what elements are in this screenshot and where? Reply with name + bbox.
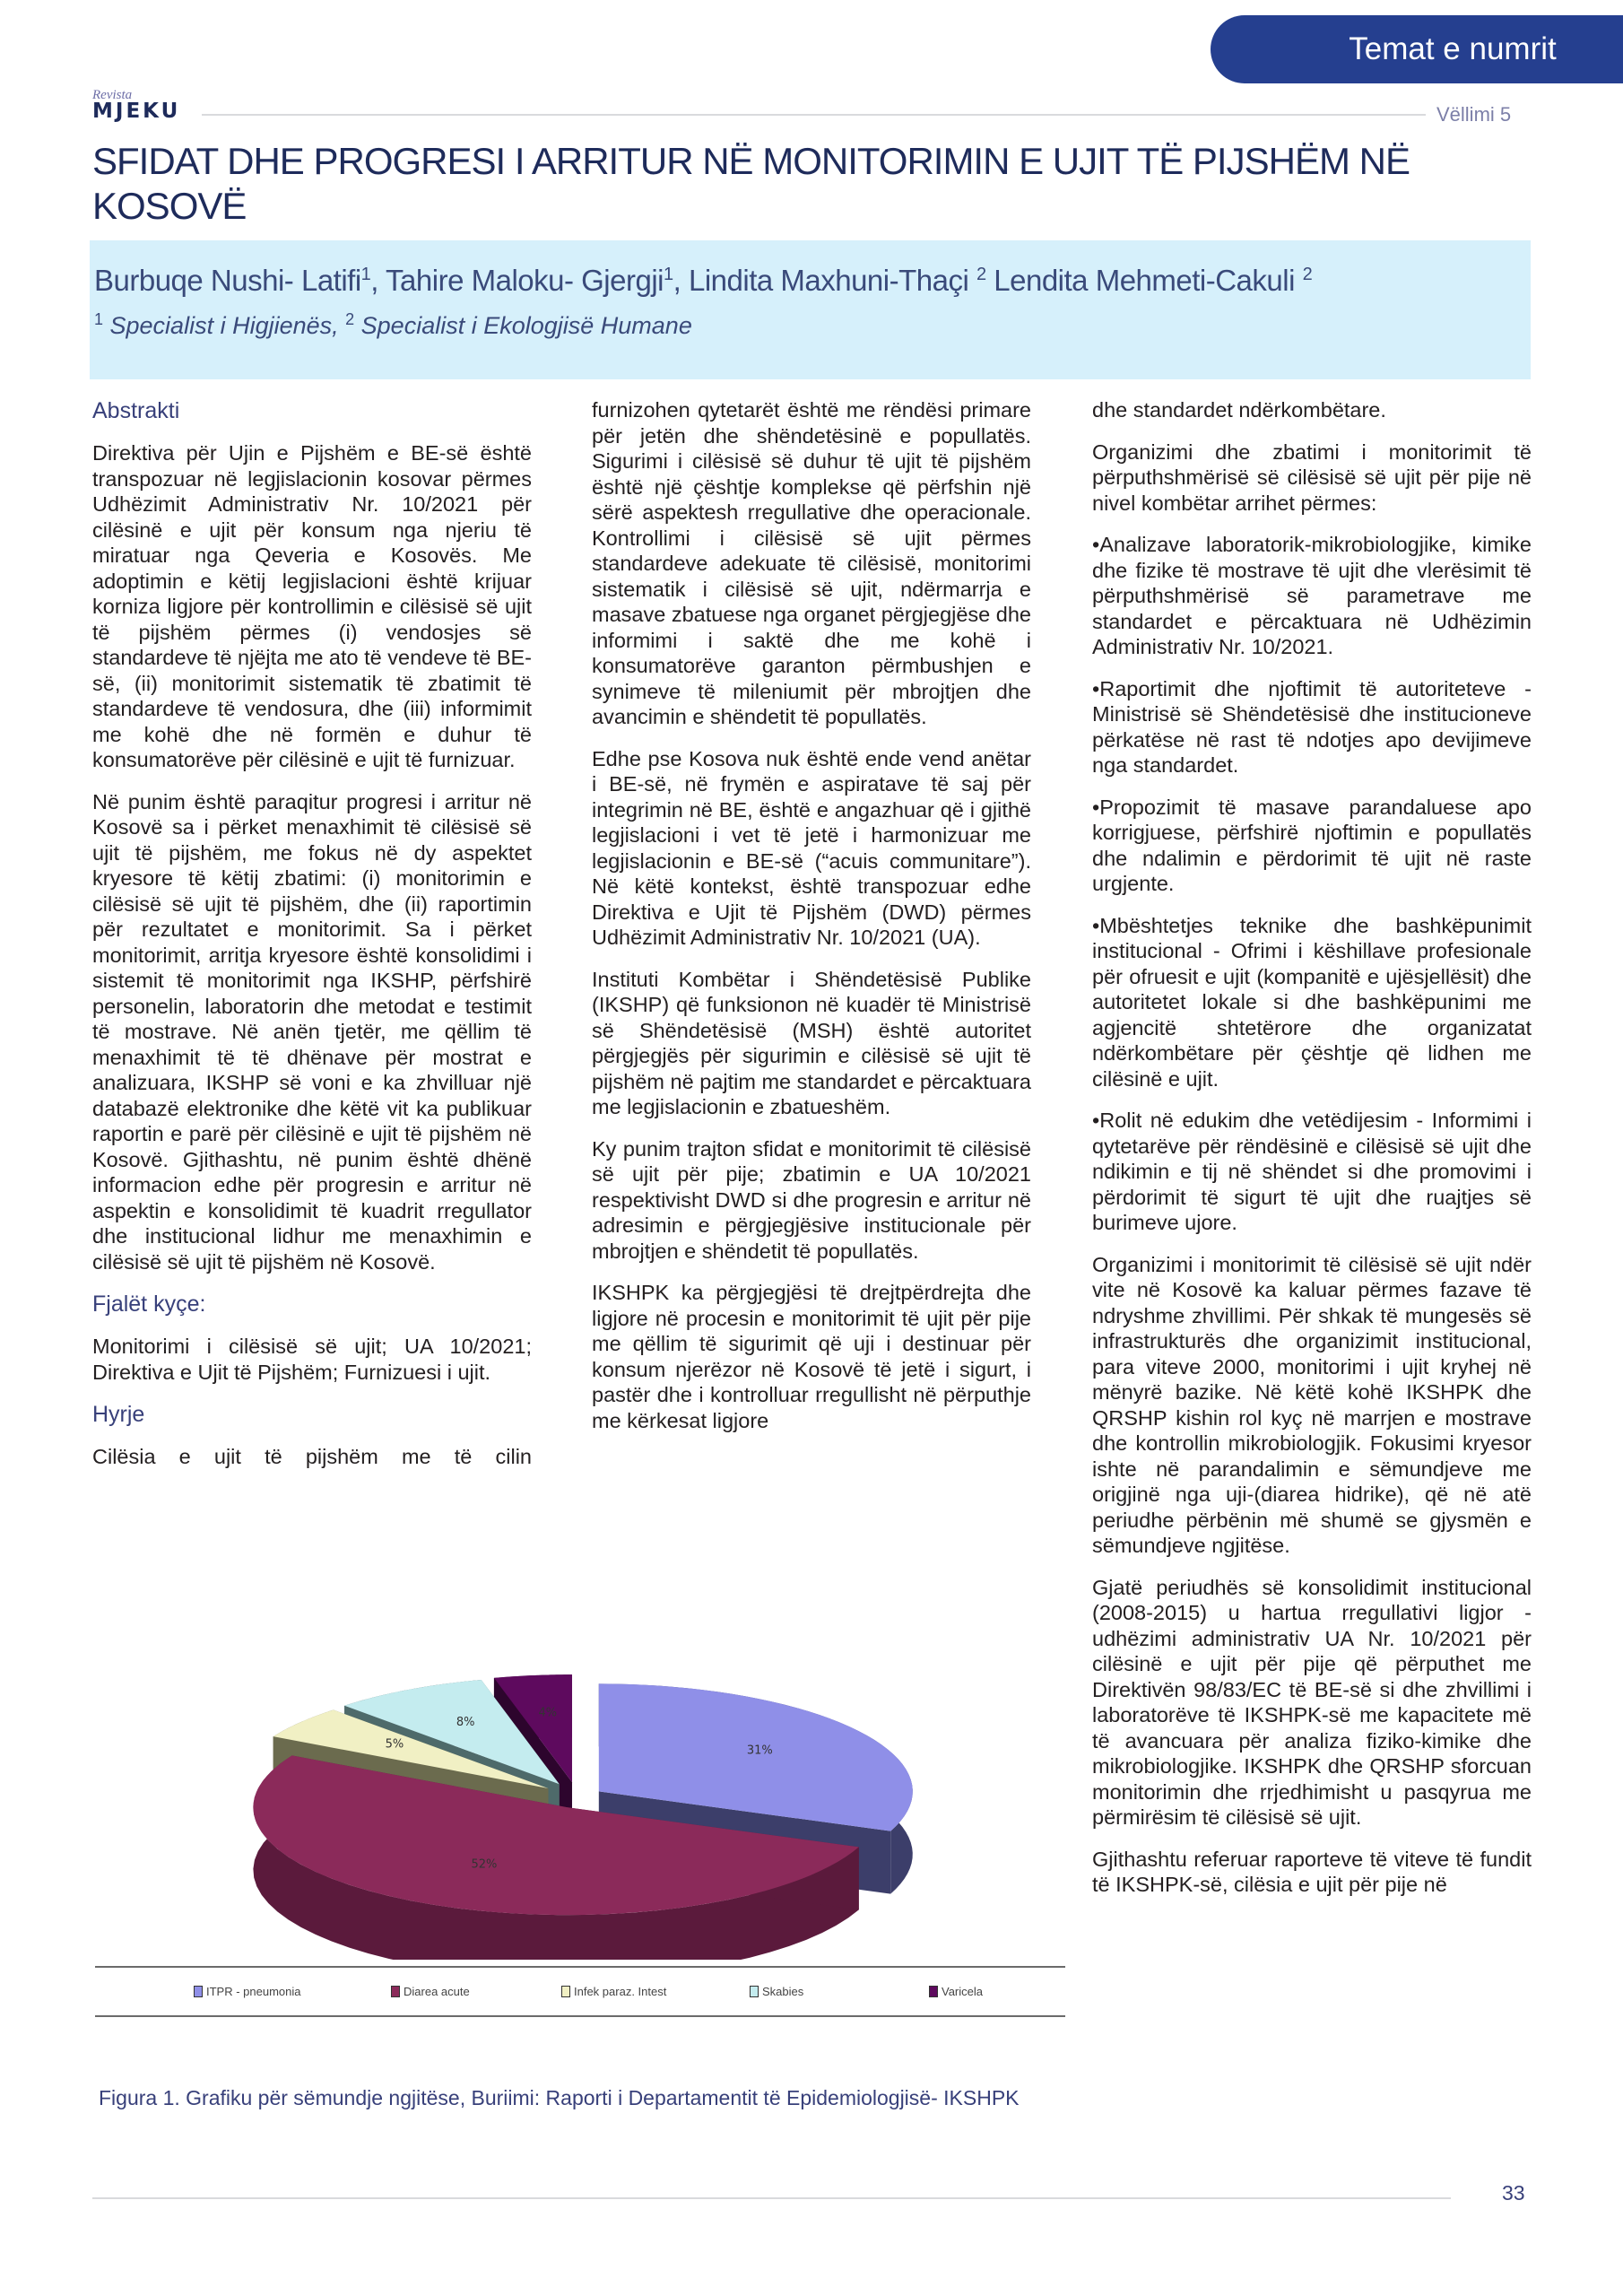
article-title: SFIDAT DHE PROGRESI I ARRITUR NË MONITORIMIN E UJIT TË PIJSHËM NË KOSOVË xyxy=(92,140,1410,227)
intro-paragraph: Cilësia e ujit të pijshëm me të cilin xyxy=(92,1445,532,1468)
author-affil-sup: 1 xyxy=(360,265,371,284)
footer-divider xyxy=(92,2197,1451,2199)
pie-data-label: 52% xyxy=(471,1857,498,1872)
legend-item xyxy=(929,1985,983,1998)
author-list xyxy=(94,264,1312,298)
legend-swatch xyxy=(391,1986,400,1997)
body-paragraph: Instituti Kombëtar i Shëndetësisë Publike (IKSHP) që funksionon në kuadër të Ministrisë së Shëndetësisë (MSH) është autoritet përgjegjës për sigurimin e cilësisë së ujit të pijshëm në pajtim me standardet e përcaktuara me legjislacionin e zbatueshëm. xyxy=(592,967,1031,1118)
column-3 xyxy=(1092,397,1532,1914)
volume-label: Vëllimi 5 xyxy=(1436,103,1512,126)
body-paragraph: Organizimi i monitorimit të cilësisë së ujit ndër vite në Kosovë ka kaluar përmes fazave të ndryshme zhvillimi. Për shkak të mungesës së infrastrukturës dhe organizimit institucional, para viteve 2000, monitorimi i ujit kryhej në mënyrë bazike. Në këtë kohë IKSHPK dhe QRSHP kishin rol kyç në marrjen e mostrave dhe kontrollin mikrobiologjik. Fokusimi kryesor ishte në parandalimin e sëmundjeve me origjinë nga uji-(diarea hidrike), që në atë periudhe përbënin më shumë se gjysmën e sëmundjeve ngjitëse. xyxy=(1092,1252,1532,1557)
legend-label: Diarea acute xyxy=(404,1985,470,1998)
author-affil-sup: 1 xyxy=(664,265,673,284)
column-1 xyxy=(92,397,532,1486)
legend-swatch xyxy=(561,1986,570,1997)
body-paragraph: Organizimi dhe zbatimi i monitorimit të përputhshmërisë së cilësisë së ujit për pije në nivel kombëtar arrihet përmes: xyxy=(1092,439,1532,515)
legend-label: Varicela xyxy=(942,1985,984,1998)
author-affil-sup: 2 xyxy=(1302,265,1313,284)
journal-logo xyxy=(92,89,180,121)
affil-sup: 1 xyxy=(94,310,104,328)
bullet-item: •Raportimit dhe njoftimit të autoriteteve - Ministrisë së Shëndetësisë dhe institucioneve përkatëse në rast të ndotjes apo devijimeve nga standardet. xyxy=(1092,676,1532,777)
legend-item xyxy=(391,1985,470,1998)
body-paragraph: Gjithashtu referuar raporteve të viteve të fundit të IKSHPK-së, cilësia e ujit për pije në xyxy=(1092,1847,1532,1896)
legend-label: Infek paraz. Intest xyxy=(574,1985,667,1998)
logo-revista: Revista xyxy=(92,88,133,102)
author-sep: , xyxy=(673,264,689,297)
abstract-paragraph: Direktiva për Ujin e Pijshëm e BE-së është transpozuar në legjislacionin kosovar përmes Udhëzimit Administrativ Nr. 10/2021 për cilësinë e ujit për konsum nga njeriu të miratuar nga Qeveria e Kosovës. Me adoptimin e këtij legjislacioni është krijuar korniza ligjore për kontrollimin e cilësisë së ujit të pijshëm përmes (i) vendosjes së standardeve të njëjta me ato të vendeve të BE-së, (ii) monitorimit sistematik të zbatimit të standardeve të vendosura, dhe (iii) informimit me kohë dhe në formën e duhur të konsumatorëve për cilësinë e ujit të furnizuar. xyxy=(92,441,532,771)
affiliation: Specialist i Ekologjisë Humane xyxy=(354,312,692,339)
abstract-heading: Abstrakti xyxy=(92,398,180,423)
legend-label: ITPR - pneumonia xyxy=(206,1985,301,1998)
keywords-text: Monitorimi i cilësisë së ujit; UA 10/2021; Direktiva e Ujit të Pijshëm; Furnizuesi i ujit. xyxy=(92,1335,532,1384)
legend-label: Skabies xyxy=(762,1985,804,1998)
body-paragraph: Ky punim trajton sfidat e monitorimit të cilësisë së ujit për pije; zbatimin e UA 10/2021 respektivisht DWD si dhe progresin e arritur në adresimin e përgjegjësive institucionale për mbrojtjen e shëndetit të popullatës. xyxy=(592,1136,1031,1263)
page-number: 33 xyxy=(1502,2181,1525,2205)
figure-caption: Figura 1. Grafiku për sëmundje ngjitëse, Buriimi: Raporti i Departamentit të Epidemiologjisë- IKSHPK xyxy=(99,2086,1020,2109)
authors-band xyxy=(90,240,1531,379)
affil-sup: 2 xyxy=(345,310,355,328)
figure-pie-chart xyxy=(92,1664,1065,2040)
logo-mjeku: MJEKU xyxy=(92,100,181,123)
pie-chart xyxy=(92,1664,1065,1960)
section-tab-label: Temat e numrit xyxy=(1349,31,1557,66)
author: Burbuqe Nushi- Latifi xyxy=(94,264,361,297)
abstract-paragraph: Në punim është paraqitur progresi i arritur në Kosovë sa i përket menaxhimit të cilësisë së ujit të pijshëm, me fokus në dy aspektet kryesore të këtij zbatimi: (i) monitorimin e cilësisë së ujit të pijshëm, dhe (ii) raportimin për rezultatet e monitorimit. Sa i përket monitorimit, arritja kryesore është konsolidimi i sistemit të monitorimit nga IKSHP, përfshirë personelin, laboratorin dhe metodat e testimit të mostrave. Në anën tjetër, me qëllim të menaxhimit të të dhënave për mostrat e analizuara, IKSHP së voni e ka zhvilluar një databazë elektronike dhe këtë vit ka publikuar raportin e parë për cilësinë e ujit të pijshëm në Kosovë. Gjithashtu, në punim është dhënë informacion edhe për progresin e arritur në aspektin e konsolidimit të kuadrit rregullator dhe institucional lidhur me menaxhimin e cilësisë së ujit të pijshëm në Kosovë. xyxy=(92,789,532,1274)
legend-item xyxy=(561,1985,666,1998)
legend-item xyxy=(750,1985,803,1998)
body-paragraph: Gjatë periudhës së konsolidimit institucional (2008-2015) u hartua rregullativi ligjor - udhëzimi administrativ UA Nr. 10/2021 për cilësinë e ujit për pije që përputhet me Direktivën 98/83/EC të BE-së si dhe zhvillimi i laboratorëve të IKSHPK-së me kapacitete më të avancuara për analiza fiziko-kimike dhe mikrobiologjike. IKSHPK dhe QRSHP sforcuan monitorimin dhe rrjedhimisht u pasqyrua me përmirësim të cilësisë së ujit. xyxy=(1092,1575,1532,1829)
bullet-item: •Analizave laboratorik-mikrobiologjike, kimike dhe fizike të mostrave të ujit dhe vlerësimit të përputhshmërisë së parametrave me standardet e përcaktuara në Udhëzimin Administrativ Nr. 10/2021. xyxy=(1092,533,1532,658)
bullet-item: •Mbështetjes teknike dhe bashkëpunimit institucional - Ofrimi i këshillave profesionale për ofruesit e ujit (kompanitë e ujësjellësit) dhe autoritetet lokale si dhe bashkëpunimi me agjencitë shtetërore dhe organizatat ndërkombëtare për çështje që lidhen me cilësinë e ujit. xyxy=(1092,913,1532,1091)
body-paragraph: furnizohen qytetarët është me rëndësi primare për jetën dhe shëndetësinë e popullatës. Sigurimi i cilësisë së duhur të ujit të pijshëm është një çështje komplekse që përfshin një sërë aspektesh rregullative dhe operacionale. Kontrollimi i cilësisë së ujit përmes standardeve adekuate të cilësisë, monitorimi sistematik i cilësisë së ujit, ndërmarrja e masave zbatuese nga organet përgjegjëse dhe informimi i saktë dhe me kohë i konsumatorëve garanton përmbushjen e synimeve të mileniumit për mbrojtjen dhe avancimin e shëndetit të popullatës. xyxy=(592,398,1031,728)
body-paragraph: IKSHPK ka përgjegjësi të drejtpërdrejta dhe ligjore në procesin e monitorimit të ujit për pije me qëllim të sigurimit që uji i destinuar për konsum njerëzor në Kosovë të jetë i sigurt, i pastër dhe i kontrolluar rregullisht në përputhje me kërkesat ligjore xyxy=(592,1281,1031,1432)
bullet-item: •Rolit në edukim dhe vetëdijesim - Informimi i qytetarëve për rëndësinë e cilësisë së ujit dhe ndikimin e tij në shëndet si dhe promovimi i përdorimit të sigurt të ujit dhe ruajtjes së burimeve ujore. xyxy=(1092,1109,1532,1234)
header-divider xyxy=(202,114,1426,116)
legend-swatch xyxy=(929,1986,938,1997)
pie-data-label: 31% xyxy=(746,1744,773,1758)
author-sep: , xyxy=(370,264,386,297)
author-affil-sup: 2 xyxy=(976,265,986,284)
pie-data-label: 5% xyxy=(385,1737,404,1752)
body-paragraph: Edhe pse Kosova nuk është ende vend anëtar i BE-së, në frymën e aspiratave të saj për integrimin në BE, është e angazhuar që i gjithë legjislacioni i vet të jetë i harmonizuar me legjislacionin e BE-së (“acuis communitare”). Në këtë kontekst, është transpozuar edhe Direktiva e Ujit të Pijshëm (DWD) përmes Udhëzimit Administrativ Nr. 10/2021 (UA). xyxy=(592,746,1031,949)
body-paragraph: dhe standardet ndërkombëtare. xyxy=(1092,398,1386,422)
affiliations xyxy=(94,310,692,340)
affiliation: Specialist i Higjienës, xyxy=(103,312,346,339)
intro-heading: Hyrje xyxy=(92,1402,145,1427)
author-sep xyxy=(986,264,994,297)
legend-swatch xyxy=(194,1986,203,1997)
section-tab xyxy=(1211,15,1623,83)
bullet-item: •Propozimit të masave parandaluese apo korrigjuese, përfshirë njoftimin e popullatës dhe ndalimin e përdorimit të ujit në raste urgjente. xyxy=(1092,795,1532,895)
pie-data-label: 8% xyxy=(456,1716,475,1730)
author: Tahire Maloku- Gjergji xyxy=(386,264,664,297)
legend-item xyxy=(194,1985,301,1998)
legend-swatch xyxy=(750,1986,759,1997)
author: Lendita Mehmeti-Cakuli xyxy=(994,264,1303,297)
chart-legend xyxy=(95,1966,1065,2017)
keywords-heading: Fjalët kyçe: xyxy=(92,1292,206,1317)
author: Lindita Maxhuni-Thaçi xyxy=(688,264,976,297)
column-2 xyxy=(592,397,1031,1449)
pie-data-label: 4% xyxy=(538,1706,558,1720)
